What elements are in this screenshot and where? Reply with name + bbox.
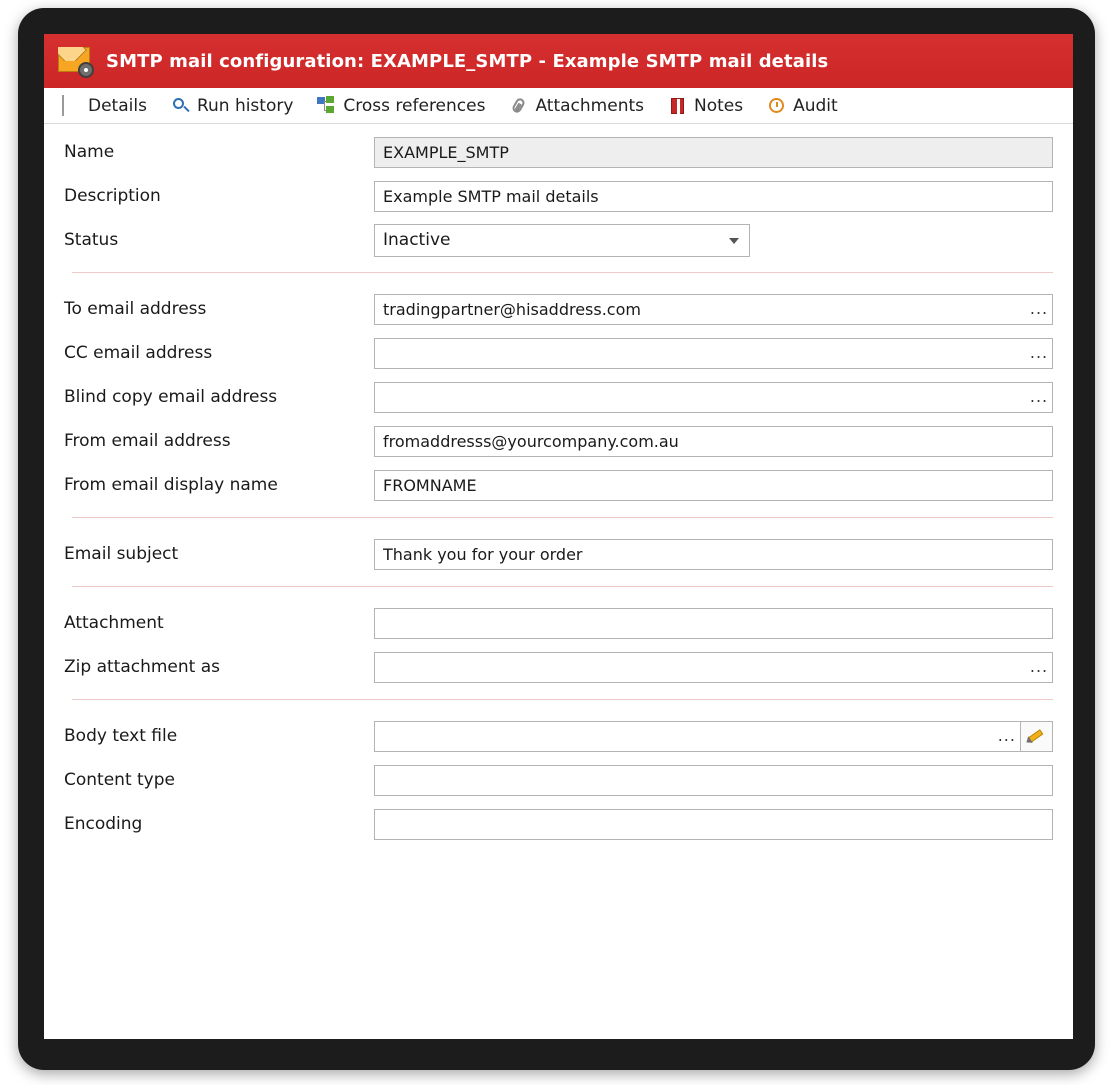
description-value: Example SMTP mail details — [383, 186, 599, 206]
to-email-input[interactable] — [374, 294, 1053, 325]
row-description — [64, 178, 1053, 214]
status-value: Inactive — [383, 230, 451, 250]
bcc-email-input[interactable] — [374, 382, 1053, 413]
tab-notes[interactable] — [664, 89, 753, 123]
application-window — [44, 34, 1073, 1039]
mail-gear-icon — [56, 44, 94, 78]
body-text-file-input[interactable] — [374, 721, 1021, 752]
status-select[interactable] — [374, 224, 750, 257]
attachment-input[interactable] — [374, 608, 1053, 639]
row-email-subject — [64, 536, 1053, 572]
row-bcc-email — [64, 379, 1053, 415]
to-email-label: To email address — [64, 299, 207, 319]
from-email-label: From email address — [64, 431, 231, 451]
cross-reference-icon — [317, 96, 337, 116]
paperclip-icon — [509, 96, 529, 116]
tab-cross-references-label: Cross references — [343, 95, 486, 116]
tab-attachments[interactable] — [505, 89, 654, 123]
details-form — [44, 124, 1073, 842]
from-email-input[interactable] — [374, 426, 1053, 457]
body-text-file-label: Body text file — [64, 726, 178, 746]
tab-details[interactable] — [58, 89, 157, 123]
row-from-display-name — [64, 467, 1053, 503]
section-divider-3 — [72, 586, 1053, 587]
from-email-value: fromaddresss@yourcompany.com.au — [383, 431, 679, 451]
name-label: Name — [64, 142, 115, 162]
body-text-file-edit-button[interactable] — [1021, 721, 1053, 752]
attachment-label: Attachment — [64, 613, 164, 633]
clock-icon — [767, 96, 787, 116]
zip-attachment-as-label: Zip attachment as — [64, 657, 220, 677]
pencil-icon — [1026, 728, 1046, 744]
email-subject-value: Thank you for your order — [383, 544, 583, 564]
row-body-text-file — [64, 718, 1053, 754]
row-to-email — [64, 291, 1053, 327]
row-content-type — [64, 762, 1053, 798]
row-name — [64, 134, 1053, 170]
content-type-input[interactable] — [374, 765, 1053, 796]
name-field[interactable] — [374, 137, 1053, 168]
to-email-browse-button[interactable]: ... — [1029, 299, 1049, 318]
title-bar — [44, 34, 1073, 88]
section-divider-2 — [72, 517, 1053, 518]
email-subject-input[interactable] — [374, 539, 1053, 570]
description-label: Description — [64, 186, 161, 206]
page-icon — [62, 96, 82, 116]
tab-cross-references[interactable] — [313, 89, 495, 123]
tab-audit[interactable] — [763, 89, 848, 123]
tab-attachments-label: Attachments — [535, 95, 644, 116]
tab-run-history[interactable] — [167, 89, 303, 123]
row-cc-email — [64, 335, 1053, 371]
chevron-down-icon — [729, 238, 739, 244]
book-icon — [668, 96, 688, 116]
encoding-label: Encoding — [64, 814, 143, 834]
cc-email-input[interactable] — [374, 338, 1053, 369]
tab-bar — [44, 88, 1073, 124]
zip-attachment-as-browse-button[interactable]: ... — [1029, 657, 1049, 676]
to-email-value: tradingpartner@hisaddress.com — [383, 299, 641, 319]
bcc-email-browse-button[interactable]: ... — [1029, 387, 1049, 406]
window-frame — [18, 8, 1095, 1070]
status-label: Status — [64, 230, 119, 250]
magnifier-icon — [171, 96, 191, 116]
row-encoding — [64, 806, 1053, 842]
from-display-name-input[interactable] — [374, 470, 1053, 501]
bcc-email-label: Blind copy email address — [64, 387, 278, 407]
name-value: EXAMPLE_SMTP — [383, 142, 509, 162]
tab-audit-label: Audit — [793, 95, 838, 116]
section-divider-4 — [72, 699, 1053, 700]
from-display-name-value: FROMNAME — [383, 475, 477, 495]
section-divider-1 — [72, 272, 1053, 273]
body-text-file-browse-button[interactable]: ... — [997, 726, 1016, 745]
from-display-name-label: From email display name — [64, 475, 278, 495]
description-input[interactable] — [374, 181, 1053, 212]
content-type-label: Content type — [64, 770, 175, 790]
tab-run-history-label: Run history — [196, 95, 294, 116]
encoding-input[interactable] — [374, 809, 1053, 840]
tab-details-label: Details — [88, 95, 147, 116]
row-zip-attachment-as — [64, 649, 1053, 685]
row-status — [64, 222, 1053, 258]
cc-email-label: CC email address — [64, 343, 213, 363]
window-title: SMTP mail configuration: EXAMPLE_SMTP - Example SMTP mail details — [106, 50, 829, 72]
row-from-email — [64, 423, 1053, 459]
zip-attachment-as-input[interactable] — [374, 652, 1053, 683]
email-subject-label: Email subject — [64, 544, 179, 564]
tab-notes-label: Notes — [694, 95, 744, 116]
cc-email-browse-button[interactable]: ... — [1029, 343, 1049, 362]
row-attachment — [64, 605, 1053, 641]
